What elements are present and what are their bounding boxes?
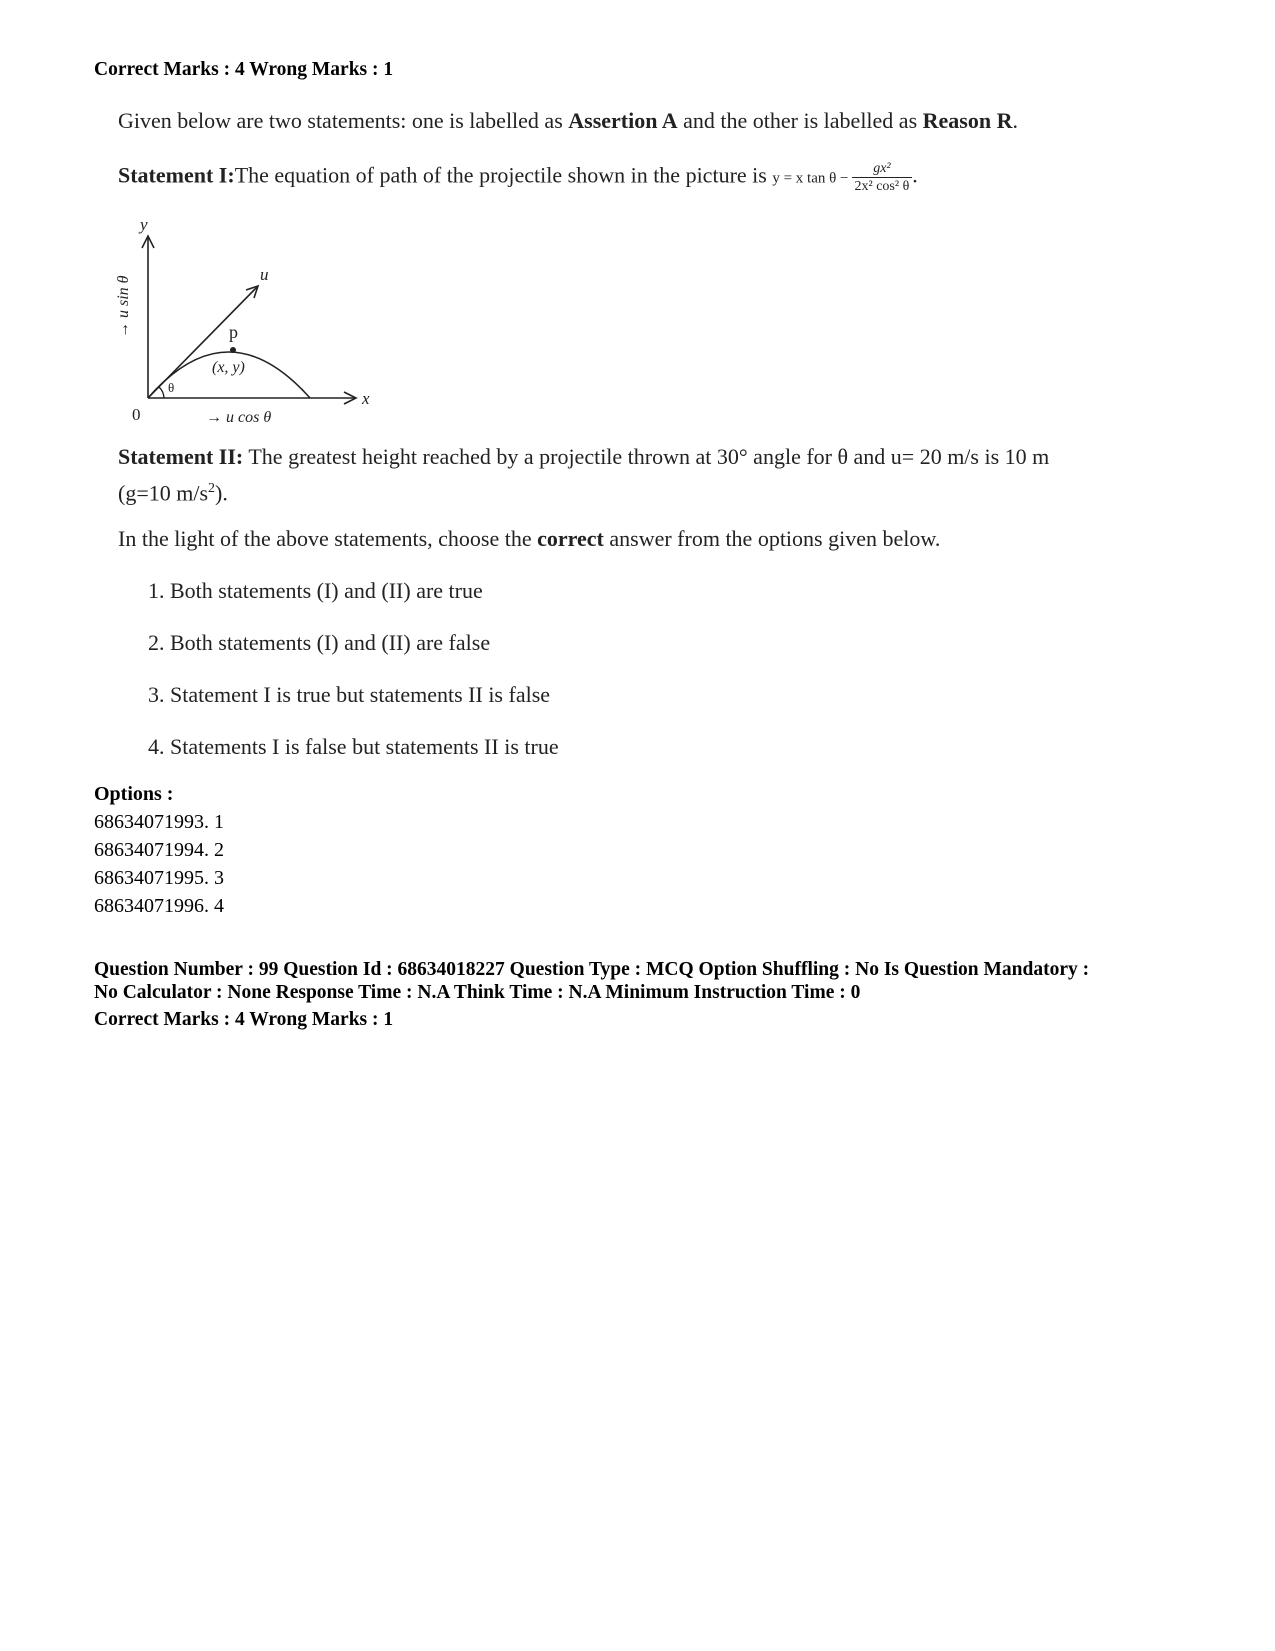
equation-end: . bbox=[912, 162, 918, 188]
choice-item: 2. Both statements (I) and (II) are false bbox=[148, 630, 491, 655]
statement-2-label: Statement II: bbox=[118, 444, 244, 469]
instruction bbox=[118, 524, 940, 554]
statement-1 bbox=[118, 160, 918, 195]
equation-lhs: y = x tan θ − bbox=[772, 170, 849, 187]
options-heading: Options : bbox=[94, 783, 174, 805]
option-id: 68634071994. 2 bbox=[94, 839, 224, 861]
instruction-end: answer from the options given below. bbox=[603, 526, 941, 551]
instruction-bold: correct bbox=[537, 526, 604, 551]
next-question-info-line-2: No Calculator : None Response Time : N.A Think Time : N.A Minimum Instruction Time : 0 bbox=[94, 982, 861, 1003]
point-p-label: p bbox=[229, 322, 238, 342]
point-p bbox=[230, 347, 236, 353]
option-id: 68634071995. 3 bbox=[94, 867, 224, 889]
vertical-component-label: → u sin θ bbox=[115, 275, 132, 338]
equation-fraction bbox=[852, 160, 913, 195]
choice-item: 1. Both statements (I) and (II) are true bbox=[148, 578, 483, 603]
x-axis-label: x bbox=[362, 389, 370, 408]
choice-item: 3. Statement I is true but statements II is false bbox=[148, 682, 551, 707]
statement-2-line2 bbox=[118, 474, 228, 508]
point-coordinates-label: (x, y) bbox=[212, 359, 245, 376]
theta-label: θ bbox=[168, 380, 175, 395]
statement-2-g-value: (g=10 m/s bbox=[118, 480, 209, 506]
velocity-label: u bbox=[260, 265, 269, 284]
instruction-text: In the light of the above statements, choose the bbox=[118, 526, 538, 551]
intro-text: Given below are two statements: one is labelled as bbox=[118, 108, 569, 133]
option-id: 68634071993. 1 bbox=[94, 811, 224, 833]
statement-2 bbox=[118, 442, 1049, 472]
option-id: 68634071996. 4 bbox=[94, 895, 224, 917]
intro-middle: and the other is labelled as bbox=[677, 108, 923, 133]
y-axis-label: y bbox=[140, 222, 148, 234]
statement-2-exponent: 2 bbox=[208, 481, 216, 496]
angle-arc bbox=[159, 387, 164, 398]
marks-line: Correct Marks : 4 Wrong Marks : 1 bbox=[94, 59, 394, 80]
statement-2-end: ). bbox=[215, 480, 228, 506]
assertion-label: Assertion A bbox=[568, 108, 678, 133]
statement-1-label: Statement I: bbox=[118, 162, 235, 188]
next-question-info-line-1: Question Number : 99 Question Id : 68634018227 Question Type : MCQ Option Shuffling : No Is Question Mandatory : bbox=[94, 959, 1090, 980]
horizontal-component-label: → u cos θ bbox=[206, 409, 272, 426]
question-intro bbox=[118, 106, 1018, 136]
origin-label: 0 bbox=[132, 405, 141, 424]
choice-item: 4. Statements I is false but statements II is true bbox=[148, 734, 559, 759]
next-question-marks: Correct Marks : 4 Wrong Marks : 1 bbox=[94, 1009, 394, 1030]
projectile-diagram bbox=[112, 222, 392, 432]
intro-end: . bbox=[1012, 108, 1018, 133]
reason-label: Reason R bbox=[922, 108, 1013, 133]
equation-numerator: gx² bbox=[852, 160, 913, 178]
statement-1-text: The equation of path of the projectile shown in the picture is bbox=[234, 162, 773, 188]
equation-denominator: 2x² cos² θ bbox=[854, 179, 910, 194]
statement-2-text: The greatest height reached by a projectile thrown at 30° angle for θ and u= 20 m/s is 10 m bbox=[243, 444, 1050, 469]
